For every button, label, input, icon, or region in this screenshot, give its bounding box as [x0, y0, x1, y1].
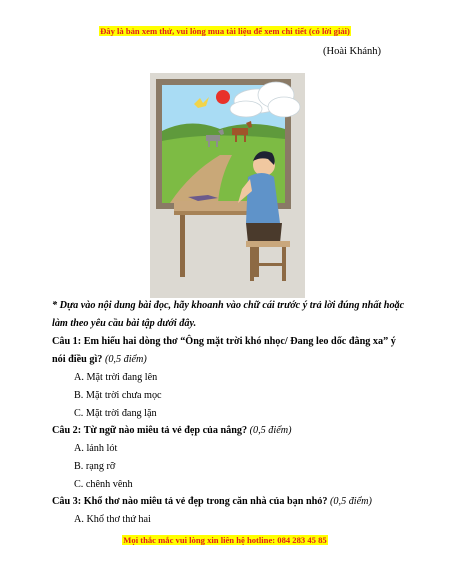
question-3-option-a: A. Khổ thơ thứ hai: [74, 514, 151, 525]
question-2-option-c: C. chênh vênh: [74, 479, 133, 490]
question-1-points: (0,5 điểm): [104, 354, 147, 365]
question-3-text: Khổ thơ nào miêu tả vẻ đẹp trong căn nhà của bạn nhỏ?: [83, 496, 328, 507]
question-2-text: Từ ngữ nào miêu tả vẻ đẹp của nắng?: [83, 425, 248, 436]
question-3-label: Câu 3:: [52, 496, 82, 507]
question-1-label: Câu 1:: [52, 336, 82, 347]
author-name: (Hoài Khánh): [323, 46, 382, 57]
question-3-points: (0,5 điểm): [330, 496, 372, 507]
instruction-line-1: * Dựa vào nội dung bài đọc, hãy khoanh vào chữ cái trước ý trả lời đúng nhất hoặc: [52, 300, 405, 311]
question-2-points: (0,5 điểm): [249, 425, 292, 436]
reading-illustration: [150, 73, 305, 298]
question-1-option-a: A. Mặt trời đang lên: [74, 372, 158, 383]
hotline-banner: Mọi thắc mắc vui lòng xin liên hệ hotline: 084 283 45 85: [123, 535, 327, 545]
question-2-option-b: B. rạng rỡ: [74, 461, 116, 472]
question-2-option-a: A. lảnh lót: [74, 443, 118, 454]
sun-icon: [216, 90, 230, 104]
question-1-line-2: [52, 354, 147, 365]
preview-banner: Đây là bản xem thử, vui lòng mua tài liệu để xem chi tiết (có lời giải): [100, 26, 350, 36]
question-3-line: [52, 496, 372, 507]
question-1-option-c: C. Mặt trời đang lặn: [74, 408, 157, 419]
question-1-text-cont: nói điều gì?: [52, 354, 103, 365]
question-2-label: Câu 2:: [52, 425, 82, 436]
question-1-option-b: B. Mặt trời chưa mọc: [74, 390, 162, 401]
instruction-line-2: làm theo yêu cầu bài tập dưới đây.: [52, 318, 197, 329]
question-1-line-1: [52, 336, 396, 347]
question-1-text: Em hiểu hai dòng thơ “Ông mặt trời khó nhọc/ Đang leo dốc đằng xa” ý: [83, 336, 396, 347]
question-2-line: [52, 425, 292, 436]
